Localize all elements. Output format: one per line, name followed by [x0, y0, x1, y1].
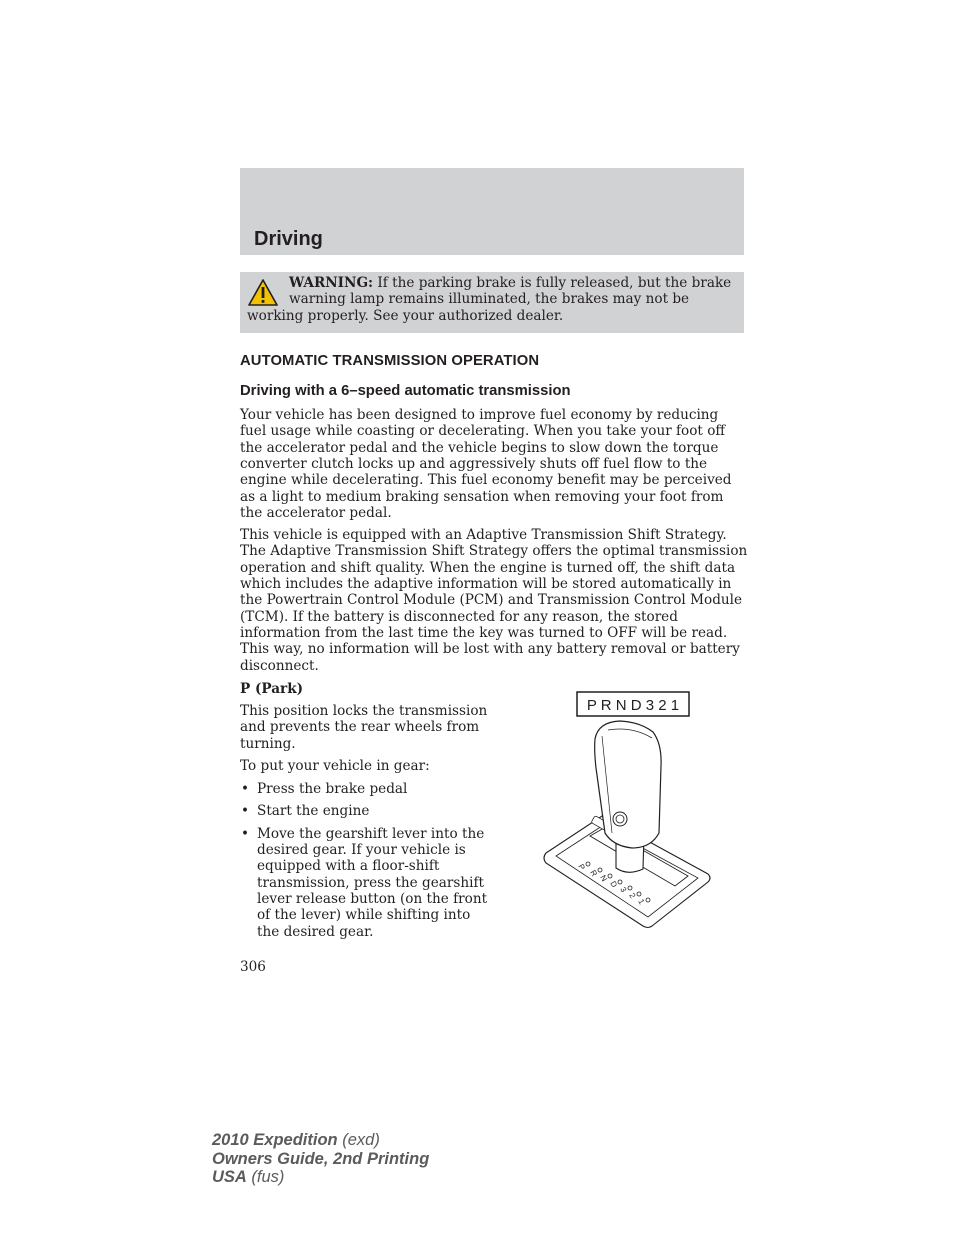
heading-automatic-transmission: AUTOMATIC TRANSMISSION OPERATION — [240, 353, 540, 369]
warning-text-1: If the parking brake is fully released, but the brake — [377, 275, 732, 291]
text-line: and prevents the rear wheels from — [240, 719, 480, 736]
gate-letter-2: 2 — [627, 891, 638, 900]
text-line: the desired gear. — [257, 923, 374, 940]
park-heading: P (Park) — [240, 681, 304, 697]
text-line: The Adaptive Transmission Shift Strategy offers the optimal transmission — [240, 543, 748, 560]
warning-label: WARNING: — [289, 275, 374, 291]
gate-letter-d: D — [608, 879, 619, 890]
document-footer — [212, 1131, 429, 1187]
text-line: Start the engine — [257, 803, 370, 820]
text-line: equipped with a floor-shift — [257, 858, 440, 875]
text-line: the accelerator pedal and the vehicle begins to slow down the torque — [240, 439, 719, 456]
text-line: To put your vehicle in gear: — [240, 758, 430, 774]
footer-line-3 — [212, 1168, 429, 1187]
gear-indicator-text: P R N D 3 2 1 — [586, 697, 680, 714]
bullet: • — [241, 781, 250, 797]
text-line: (TCM). If the battery is disconnected for any reason, the stored — [240, 608, 678, 625]
gear-steps-list — [240, 781, 500, 946]
footer-line-2 — [212, 1150, 429, 1169]
paragraph-adaptive-shift — [240, 527, 748, 674]
text-line: Move the gearshift lever into the — [257, 825, 485, 842]
section-header-band — [240, 168, 744, 255]
list-item — [240, 781, 500, 797]
text-line: converter clutch locks up and aggressively shuts off fuel flow to the — [240, 456, 708, 473]
text-line: the Powertrain Control Module (PCM) and Transmission Control Module — [240, 592, 743, 609]
warning-triangle-icon — [247, 278, 279, 307]
gate-letter-r: R — [588, 868, 599, 879]
shifter-release-button — [613, 812, 627, 826]
footer-model-code: (exd) — [337, 1131, 380, 1149]
footer-model: 2010 Expedition — [212, 1131, 338, 1149]
text-line: lever release button (on the front — [257, 891, 488, 908]
section-title: Driving — [254, 228, 323, 250]
text-line: fuel usage while coasting or decelerating. When you take your foot off — [240, 423, 726, 440]
text-line: the accelerator pedal. — [240, 505, 392, 522]
text-line: turning. — [240, 735, 296, 752]
warning-line-3: working properly. See your authorized dealer. — [247, 307, 564, 324]
bullet: • — [241, 825, 250, 842]
footer-edition: Owners Guide, 2nd Printing — [212, 1149, 430, 1168]
text-line: as a light to medium braking sensation when removing your foot from — [240, 488, 724, 505]
paragraph-fuel-economy — [240, 407, 745, 521]
shifter-lever-handle — [595, 721, 661, 848]
footer-region-code: (fus) — [246, 1168, 285, 1187]
text-line: Your vehicle has been designed to improve fuel economy by reducing — [240, 407, 719, 423]
warning-line-2: warning lamp remains illuminated, the brakes may not be — [289, 291, 690, 308]
text-line: desired gear. If your vehicle is — [257, 842, 466, 859]
text-line: which includes the adaptive information will be stored automatically in — [240, 576, 732, 593]
gear-intro — [240, 758, 500, 774]
gate-letter-n: N — [598, 873, 609, 884]
text-line: disconnect. — [240, 657, 319, 674]
text-line: information from the last time the key was turned to OFF will be read. — [240, 625, 728, 642]
text-line: Press the brake pedal — [257, 781, 408, 797]
text-line: This vehicle is equipped with an Adaptive Transmission Shift Strategy. — [240, 527, 727, 543]
list-item — [240, 826, 500, 940]
text-line: engine while decelerating. This fuel economy benefit may be perceived — [240, 472, 732, 489]
text-line: transmission, press the gearshift — [257, 874, 484, 891]
list-item — [240, 803, 500, 819]
heading-six-speed: Driving with a 6–speed automatic transmission — [240, 383, 571, 399]
text-line: of the lever) while shifting into — [257, 907, 471, 924]
page-number: 306 — [240, 959, 266, 975]
gear-shifter-illustration — [540, 688, 715, 933]
footer-line-1 — [212, 1131, 429, 1150]
text-line: operation and shift quality. When the engine is turned off, the shift data — [240, 559, 736, 576]
warning-line-1 — [247, 275, 737, 291]
text-line: This way, no information will be lost with any battery removal or battery — [240, 641, 740, 658]
text-line: This position locks the transmission — [240, 703, 488, 719]
park-description — [240, 703, 500, 752]
bullet: • — [241, 803, 250, 820]
gate-letter-3: 3 — [618, 885, 629, 894]
gate-letter-p: P — [576, 862, 587, 872]
gate-letter-1: 1 — [636, 897, 647, 906]
warning-box — [240, 272, 744, 333]
footer-region: USA — [212, 1168, 247, 1187]
